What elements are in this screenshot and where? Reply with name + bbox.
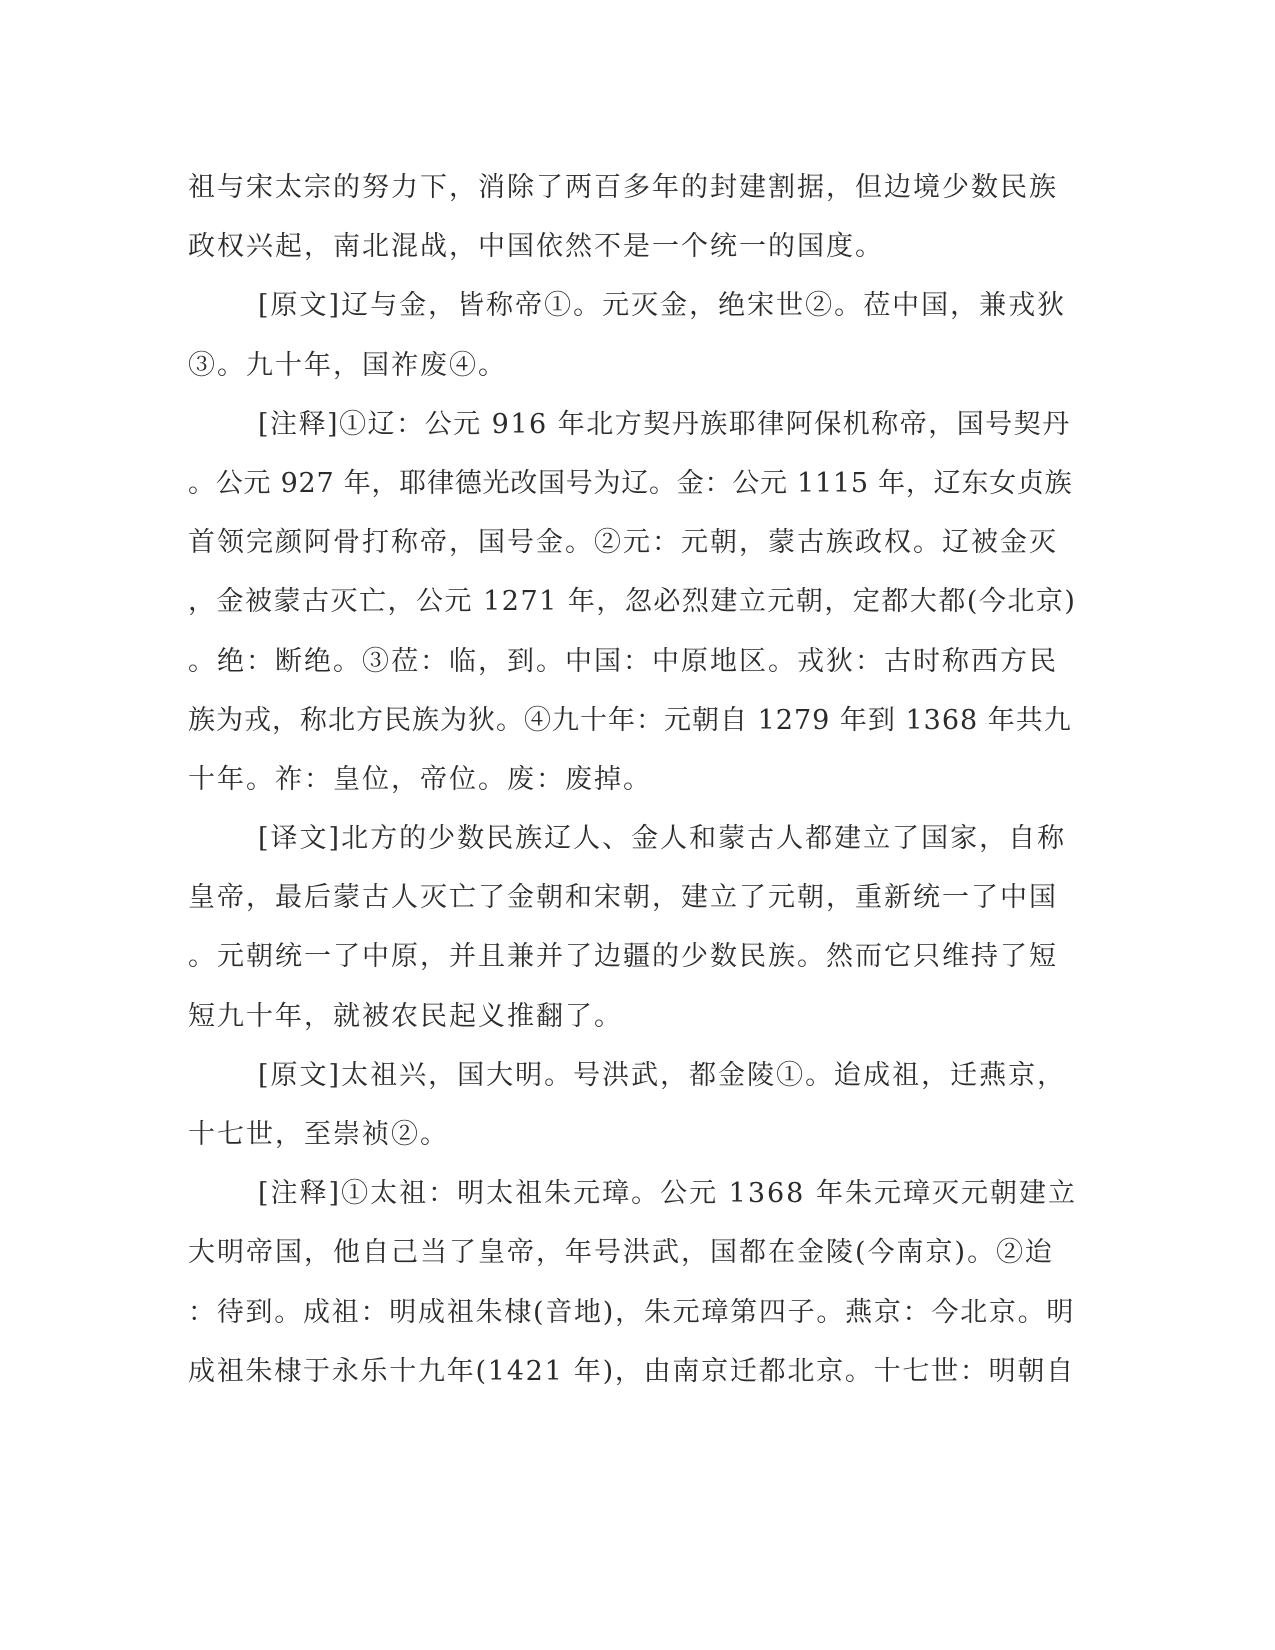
text-line-20: ：待到。成祖：明成祖朱棣(音地)，朱元璋第四子。燕京：今北京。明 [188,1296,1076,1328]
text-line-7: 首领完颜阿骨打称帝，国号金。②元：元朝，蒙古族政权。辽被金灭 [188,527,1058,559]
text-line-14: 。元朝统一了中原，并且兼并了边疆的少数民族。然而它只维持了短 [188,941,1058,973]
text-line-17: 十七世，至崇祯②。 [188,1119,449,1150]
text-line-1: 祖与宋太宗的努力下，消除了两百多年的封建割据，但边境少数民族 [188,172,1058,203]
text-line-10: 族为戎，称北方民族为狄。④九十年：元朝自 1279 年到 1368 年共九 [188,704,1072,736]
text-line-9: 。绝：断绝。③莅：临，到。中国：中原地区。戎狄：古时称西方民 [188,645,1058,677]
document-body [188,158,1078,1401]
text-line-8: ，金被蒙古灭亡，公元 1271 年，忽必烈建立元朝，定都大都(今北京) [188,586,1077,618]
text-line-13: 皇帝，最后蒙古人灭亡了金朝和宋朝，建立了元朝，重新统一了中国 [188,882,1058,914]
text-line-11: 十年。祚：皇位，帝位。废：废掉。 [188,763,652,795]
text-line-2: 政权兴起，南北混战，中国依然不是一个统一的国度。 [188,231,884,263]
text-line-12: [译文]北方的少数民族辽人、金人和蒙古人都建立了国家，自称 [258,823,1067,855]
text-line-5: [注释]①辽：公元 916 年北方契丹族耶律阿保机称帝，国号契丹 [258,408,1071,440]
text-line-3: [原文]辽与金，皆称帝①。元灭金，绝宋世②。莅中国，兼戎狄 [258,290,1067,322]
text-line-16: [原文]太祖兴，国大明。号洪武，都金陵①。迨成祖，迁燕京， [258,1059,1067,1091]
text-line-19: 大明帝国，他自己当了皇帝，年号洪武，国都在金陵(今南京)。②迨 [188,1237,1055,1269]
text-line-4: ③。九十年，国祚废④。 [188,349,507,381]
text-line-21: 成祖朱棣于永乐十九年(1421 年)，由南京迁都北京。十七世：明朝自 [188,1355,1075,1387]
text-line-15: 短九十年，就被农民起义推翻了。 [188,1000,623,1032]
text-line-6: 。公元 927 年，耶律德光改国号为辽。金：公元 1115 年，辽东女贞族 [188,467,1073,499]
text-line-18: [注释]①太祖：明太祖朱元璋。公元 1368 年朱元璋灭元朝建立 [258,1178,1077,1210]
